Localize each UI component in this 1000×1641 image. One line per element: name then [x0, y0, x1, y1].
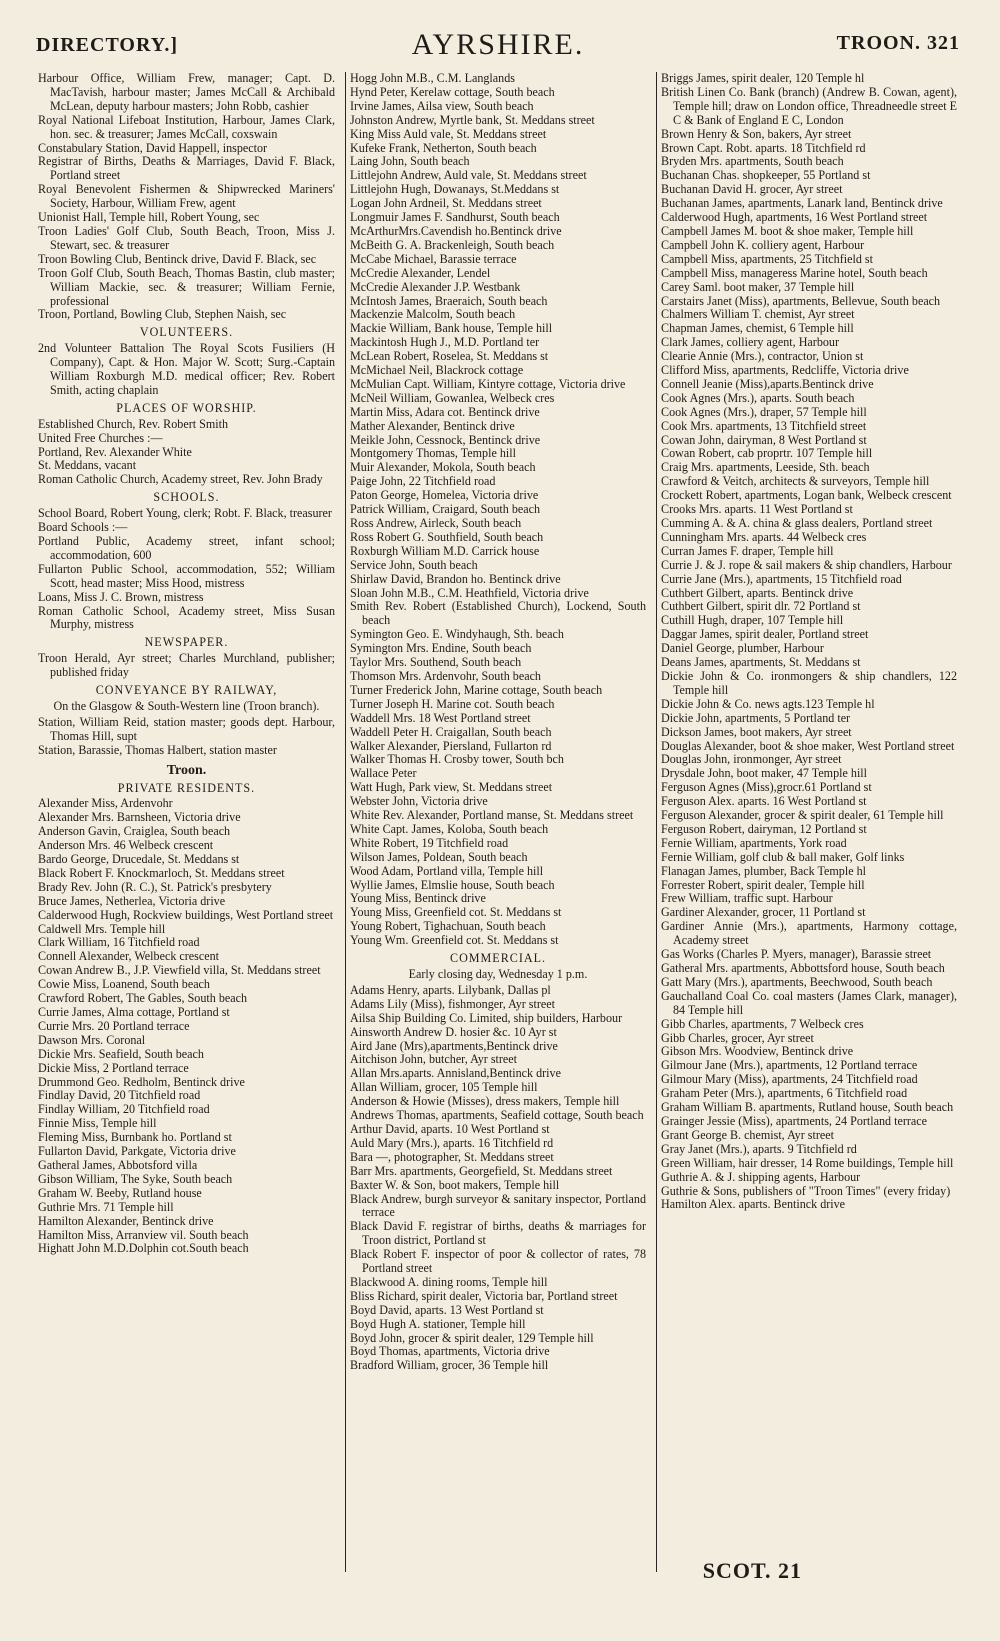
directory-entry: Black Robert F. inspector of poor & collector of rates, 78 Portland street [350, 1247, 646, 1276]
directory-entry: Currie Jane (Mrs.), apartments, 15 Titchfield road [661, 571, 902, 586]
directory-entry: McNeil William, Gowanlea, Welbeck cres [350, 390, 555, 405]
directory-entry: Watt Hugh, Park view, St. Meddans street [350, 780, 553, 795]
directory-entry: Guthrie & Sons, publishers of "Troon Times" (every friday) [661, 1183, 951, 1198]
section-subheading-commercial: Early closing day, Wednesday 1 p.m. [408, 967, 588, 981]
directory-entry: Crawford Robert, The Gables, South beach [38, 991, 248, 1006]
directory-entry: Cook Agnes (Mrs.), draper, 57 Temple hill [661, 404, 867, 419]
directory-entry: Buchanan James, apartments, Lanark land, Bentinck drive [661, 196, 943, 211]
directory-entry: Campbell James M. boot & shoe maker, Temple hill [661, 223, 914, 238]
header-town-page: TROON. 321 [836, 32, 960, 54]
directory-entry: Connell Alexander, Welbeck crescent [38, 949, 219, 964]
directory-entry: McIntosh James, Braeraich, South beach [350, 293, 548, 308]
directory-entry: Gibb Charles, apartments, 7 Welbeck cres [661, 1016, 864, 1031]
section-subheading-railway: On the Glasgow & South-Western line (Troon branch). [53, 698, 320, 713]
directory-entry: Waddell Mrs. 18 West Portland street [350, 710, 531, 725]
directory-entry: Cuthbert Gilbert, spirit dlr. 72 Portland st [661, 599, 861, 614]
directory-entry: Buchanan David H. grocer, Ayr street [661, 182, 843, 197]
directory-entry: Gatheral James, Abbotsford villa [38, 1157, 198, 1172]
directory-entry: Troon Bowling Club, Bentinck drive, David F. Black, sec [38, 251, 317, 266]
directory-entry: Paton George, Homelea, Victoria drive [350, 488, 539, 503]
directory-entry: Cowan Robert, cab proprtr. 107 Temple hill [661, 446, 873, 461]
directory-entry: Harbour Office, William Frew, manager; Capt. D. MacTavish, harbour master; James McCall & Archibald McLean, deputy harbour masters; John Robb, cashier [38, 72, 335, 113]
directory-entry: Aitchison John, butcher, Ayr street [350, 1052, 518, 1067]
directory-entry: Douglas Alexander, boot & shoe maker, West Portland street [661, 738, 955, 753]
directory-entry: Black David F. registrar of births, deaths & marriages for Troon district, Portland st [350, 1219, 646, 1248]
directory-entry: Clark James, colliery agent, Harbour [661, 335, 839, 350]
column-3 [656, 72, 961, 1572]
directory-entry: Sloan John M.B., C.M. Heathfield, Victoria drive [350, 585, 589, 600]
directory-entry: Grant George B. chemist, Ayr street [661, 1127, 834, 1142]
directory-entry: Baxter W. & Son, boot makers, Temple hill [350, 1177, 560, 1192]
directory-entry: Fullarton David, Parkgate, Victoria drive [38, 1144, 236, 1159]
directory-entry: Hynd Peter, Kerelaw cottage, South beach [350, 84, 555, 99]
directory-entry: Young Miss, Bentinck drive [350, 891, 486, 906]
directory-entry: Troon Golf Club, South Beach, Thomas Bastin, club master; William Mackie, sec. & treasurer; William Fernie, professional [38, 265, 335, 308]
directory-entry: Adams Lily (Miss), fishmonger, Ayr street [350, 996, 555, 1011]
directory-entry: Constabulary Station, David Happell, inspector [38, 140, 268, 155]
directory-entry: Boyd John, grocer & spirit dealer, 129 Temple hill [350, 1330, 594, 1345]
directory-entry: Campbell John K. colliery agent, Harbour [661, 237, 865, 252]
directory-entry: Findlay William, 20 Titchfield road [38, 1102, 210, 1117]
directory-entry: Longmuir James F. Sandhurst, South beach [350, 210, 560, 225]
directory-entry: Royal Benevolent Fishermen & Shipwrecked Mariners' Society, Harbour, William Frew, agent [38, 182, 335, 211]
directory-entry: Gas Works (Charles P. Myers, manager), Barassie street [661, 947, 932, 962]
directory-entry: Graham Peter (Mrs.), apartments, 6 Titchfield road [661, 1086, 908, 1101]
directory-entry: Anderson Mrs. 46 Welbeck crescent [38, 838, 214, 853]
directory-entry: Irvine James, Ailsa view, South beach [350, 98, 534, 113]
directory-entry: Alexander Mrs. Barnsheen, Victoria drive [38, 810, 241, 825]
directory-entry: Kufeke Frank, Netherton, South beach [350, 140, 537, 155]
directory-entry: Bryden Mrs. apartments, South beach [661, 154, 844, 169]
directory-entry: Cuthbert Gilbert, aparts. Bentinck drive [661, 585, 854, 600]
directory-entry: McCabe Michael, Barassie terrace [350, 251, 517, 266]
section-heading-worship: PLACES OF WORSHIP. [116, 400, 257, 415]
directory-entry: Cowan John, dairyman, 8 West Portland st [661, 432, 867, 447]
directory-entry: Portland Public, Academy street, infant school; accommodation, 600 [38, 534, 335, 562]
directory-entry: Dickie Mrs. Seafield, South beach [38, 1046, 204, 1061]
directory-entry: Ross Robert G. Southfield, South beach [350, 529, 544, 544]
directory-entry: Station, Barassie, Thomas Halbert, station master [38, 742, 277, 757]
directory-entry: Symington Mrs. Endine, South beach [350, 641, 532, 656]
directory-entry: Currie James, Alma cottage, Portland st [38, 1005, 230, 1019]
directory-entry: Boyd Thomas, apartments, Victoria drive [350, 1344, 550, 1359]
directory-entry: Flanagan James, plumber, Back Temple hl [661, 863, 866, 878]
directory-entry: Gilmour Mary (Miss), apartments, 24 Titchfield road [661, 1072, 918, 1087]
directory-entry: Young Robert, Tighachuan, South beach [350, 919, 546, 934]
directory-entry: McMulian Capt. William, Kintyre cottage, Victoria drive [350, 376, 626, 391]
section-heading-newspaper: NEWSPAPER. [144, 635, 229, 650]
directory-entry: Arthur David, aparts. 10 West Portland st [350, 1121, 550, 1136]
directory-entry: Alexander Miss, Ardenvohr [38, 796, 173, 811]
section-heading-volunteers: VOLUNTEERS. [139, 325, 234, 340]
directory-entry: Fernie William, apartments, York road [661, 835, 847, 850]
directory-entry: Caldwell Mrs. Temple hill [38, 921, 166, 936]
directory-entry: Brown Henry & Son, bakers, Ayr street [661, 126, 852, 141]
directory-entry: Hamilton Alex. aparts. Bentinck drive [661, 1197, 846, 1212]
directory-entry: Dickie Miss, 2 Portland terrace [38, 1060, 189, 1075]
directory-entry: Mackintosh Hugh J., M.D. Portland ter [350, 335, 540, 350]
directory-entry: Board Schools :— [38, 520, 128, 535]
directory-entry: Littlejohn Hugh, Dowanays, St.Meddans st [350, 182, 560, 197]
directory-entry: Ailsa Ship Building Co. Limited, ship builders, Harbour [350, 1010, 623, 1025]
directory-entry: Mackenzie Malcolm, South beach [350, 307, 516, 322]
directory-entry: Gibson Mrs. Woodview, Bentinck drive [661, 1044, 854, 1059]
directory-entry: Ferguson Alexander, grocer & spirit dealer, 61 Temple hill [661, 808, 944, 823]
directory-entry: Anderson Gavin, Craiglea, South beach [38, 824, 231, 839]
directory-entry: Wilson James, Poldean, South beach [350, 849, 528, 864]
directory-entry: Royal National Lifeboat Institution, Harbour, James Clark, hon. sec. & treasurer; James McCall, coxswain [38, 112, 335, 141]
directory-entry: Cunningham Mrs. aparts. 44 Welbeck cres [661, 529, 867, 544]
directory-entry: Patrick William, Craigard, South beach [350, 502, 541, 517]
directory-entry: Service John, South beach [350, 557, 478, 572]
directory-entry: Andrews Thomas, apartments, Seafield cottage, South beach [350, 1108, 644, 1123]
directory-entry: Allan William, grocer, 105 Temple hill [350, 1080, 538, 1095]
town-heading: Troon. [166, 762, 207, 778]
directory-entry: Bruce James, Netherlea, Victoria drive [38, 893, 226, 908]
directory-entry: Drummond Geo. Redholm, Bentinck drive [38, 1074, 245, 1089]
directory-entry: McCredie Alexander J.P. Westbank [350, 279, 521, 294]
directory-entry: Clearie Annie (Mrs.), contractor, Union st [661, 349, 864, 364]
section-heading-railway: CONVEYANCE BY RAILWAY, [95, 683, 278, 698]
directory-entry: Walker Alexander, Piersland, Fullarton rd [350, 738, 552, 753]
directory-entry: Troon, Portland, Bowling Club, Stephen Naish, sec [38, 307, 287, 322]
directory-entry: Gilmour Jane (Mrs.), apartments, 12 Portland terrace [661, 1058, 918, 1073]
directory-entry: Graham William B. apartments, Rutland house, South beach [661, 1100, 954, 1115]
directory-entry: King Miss Auld vale, St. Meddans street [350, 126, 547, 141]
directory-entry: Calderwood Hugh, Rockview buildings, West Portland street [38, 907, 334, 922]
directory-entry: Waddell Peter H. Craigallan, South beach [350, 724, 552, 739]
directory-entry: Dickie John & Co. news agts.123 Temple hl [661, 696, 875, 711]
directory-entry: Turner Frederick John, Marine cottage, South beach [350, 682, 603, 697]
directory-entry: St. Meddans, vacant [38, 458, 137, 473]
header-directory: DIRECTORY.] [36, 34, 178, 56]
directory-entry: McMichael Neil, Blackrock cottage [350, 363, 524, 378]
directory-entry: Registrar of Births, Deaths & Marriages, David F. Black, Portland street [38, 154, 335, 183]
directory-entry: Hamilton Alexander, Bentinck drive [38, 1213, 214, 1228]
directory-entry: White Robert, 19 Titchfield road [350, 835, 509, 850]
page-header [36, 26, 960, 66]
directory-entry: Clifford Miss, apartments, Redcliffe, Victoria drive [661, 363, 909, 378]
column-2 [345, 72, 650, 1572]
directory-entry: Ferguson Alex. aparts. 16 West Portland st [661, 794, 867, 809]
directory-entry: Finnie Miss, Temple hill [38, 1116, 157, 1131]
directory-entry: Gardiner Annie (Mrs.), apartments, Harmony cottage, Academy street [661, 919, 957, 948]
page-footer: SCOT. 21 [702, 1558, 802, 1583]
directory-entry: Hamilton Miss, Arranview vil. South beach [38, 1227, 249, 1242]
directory-entry: Young Miss, Greenfield cot. St. Meddans st [350, 905, 562, 920]
directory-entry: Paige John, 22 Titchfield road [350, 474, 496, 489]
directory-entry: Turner Joseph H. Marine cot. South beach [350, 696, 555, 711]
directory-entry: Gray Janet (Mrs.), aparts. 9 Titchfield rd [661, 1141, 857, 1156]
header-county: AYRSHIRE. [411, 28, 585, 61]
directory-entry: Boyd David, aparts. 13 West Portland st [350, 1302, 544, 1317]
directory-entry: Meikle John, Cessnock, Bentinck drive [350, 432, 541, 447]
directory-entry: Currie J. & J. rope & sail makers & ship chandlers, Harbour [661, 557, 952, 572]
directory-entry: Bradford William, grocer, 36 Temple hill [350, 1358, 549, 1373]
directory-entry: Bliss Richard, spirit dealer, Victoria bar, Portland street [350, 1288, 618, 1303]
directory-entry: Anderson & Howie (Misses), dress makers, Temple hill [350, 1094, 620, 1109]
directory-entry: Dawson Mrs. Coronal [38, 1032, 146, 1047]
directory-entry: School Board, Robert Young, clerk; Robt. F. Black, treasurer [38, 506, 332, 521]
directory-entry: Gatheral Mrs. apartments, Abbottsford house, South beach [661, 961, 945, 975]
directory-entry: Walker Thomas H. Crosby tower, South bch [350, 752, 564, 767]
directory-entry: Troon Ladies' Golf Club, South Beach, Troon, Miss J. Stewart, sec. & treasurer [38, 223, 335, 252]
directory-entry: Station, William Reid, station master; goods dept. Harbour, Thomas Hill, supt [38, 714, 335, 743]
directory-entry: Guthrie A. & J. shipping agents, Harbour [661, 1169, 861, 1184]
section-heading-private-residents: PRIVATE RESIDENTS. [117, 780, 256, 795]
directory-entry: Gibson William, The Syke, South beach [38, 1171, 233, 1186]
directory-entry: McBeith G. A. Brackenleigh, South beach [350, 237, 555, 252]
directory-entry: Douglas John, ironmonger, Ayr street [661, 752, 842, 767]
directory-entry: Aird Jane (Mrs),apartments,Bentinck drive [350, 1038, 558, 1053]
directory-entry: Muir Alexander, Mokola, South beach [350, 460, 536, 475]
directory-entry: Connell Jeanie (Miss),aparts.Bentinck drive [661, 376, 874, 391]
directory-entry: Drysdale John, boot maker, 47 Temple hill [661, 766, 868, 781]
directory-entry: Mackie William, Bank house, Temple hill [350, 321, 553, 336]
directory-entry: Gardiner Alexander, grocer, 11 Portland st [661, 905, 866, 920]
directory-entry: Roman Catholic School, Academy street, Miss Susan Murphy, mistress [38, 603, 335, 632]
directory-entry: Littlejohn Andrew, Auld vale, St. Meddans street [350, 168, 587, 183]
directory-entry: Auld Mary (Mrs.), aparts. 16 Titchfield rd [350, 1135, 554, 1150]
directory-entry: Chapman James, chemist, 6 Temple hill [661, 321, 854, 336]
directory-entry: Cuthill Hugh, draper, 107 Temple hill [661, 613, 844, 628]
directory-entry: Chalmers William T. chemist, Ayr street [661, 307, 855, 322]
directory-entry: Shirlaw David, Brandon ho. Bentinck drive [350, 571, 561, 586]
directory-entry: 2nd Volunteer Battalion The Royal Scots Fusiliers (H Company), Capt. & Hon. Major W. Scott; Surg.-Captain William Roxburgh M.D. medical officer; Rev. Robert Smith, acting chaplain [38, 341, 335, 397]
directory-entry: British Linen Co. Bank (branch) (Andrew B. Cowan, agent), Temple hill; draw on London office, Threadneedle street E C & Bank of England E C, London [661, 84, 957, 127]
directory-entry: Roman Catholic Church, Academy street, Rev. John Brady [38, 472, 323, 487]
directory-entry: Young Wm. Greenfield cot. St. Meddans st [350, 933, 559, 948]
directory-entry: Fernie William, golf club & ball maker, Golf links [661, 849, 905, 864]
directory-entry: Cook Mrs. apartments, 13 Titchfield street [661, 418, 867, 433]
directory-entry: Gauchalland Coal Co. coal masters (James Clark, manager), 84 Temple hill [661, 988, 957, 1017]
directory-entry: Daniel George, plumber, Harbour [661, 641, 824, 656]
directory-entry: Crooks Mrs. aparts. 11 West Portland st [661, 502, 853, 517]
directory-entry: Allan Mrs.aparts. Annisland,Bentinck drive [350, 1066, 561, 1081]
column-1 [34, 72, 339, 1572]
directory-entry: Green William, hair dresser, 14 Rome buildings, Temple hill [661, 1155, 954, 1170]
directory-entry: Ainsworth Andrew D. hosier &c. 10 Ayr st [350, 1024, 557, 1039]
section-heading-schools: SCHOOLS. [153, 490, 220, 505]
directory-entry: Guthrie Mrs. 71 Temple hill [38, 1199, 174, 1214]
directory-columns [34, 72, 968, 1572]
directory-entry: Unionist Hall, Temple hill, Robert Young, sec [38, 210, 260, 225]
directory-entry: Clark William, 16 Titchfield road [38, 935, 200, 950]
directory-entry: Grainger Jessie (Miss), apartments, 24 Portland terrace [661, 1113, 927, 1128]
directory-entry: Currie Mrs. 20 Portland terrace [38, 1018, 190, 1033]
section-heading-commercial: COMMERCIAL. [450, 951, 546, 966]
directory-entry: Bara —, photographer, St. Meddans street [350, 1149, 554, 1164]
directory-entry: Troon Herald, Ayr street; Charles Murchland, publisher; published friday [38, 651, 335, 680]
directory-entry: Mather Alexander, Bentinck drive [350, 418, 515, 433]
directory-entry: Cook Agnes (Mrs.), aparts. South beach [661, 390, 855, 405]
directory-entry: Brady Rev. John (R. C.), St. Patrick's presbytery [38, 879, 272, 894]
directory-entry: Loans, Miss J. C. Brown, mistress [38, 589, 204, 604]
directory-entry: White Rev. Alexander, Portland manse, St. Meddans street [350, 808, 634, 823]
directory-entry: Martin Miss, Adara cot. Bentinck drive [350, 404, 540, 419]
directory-entry: Cowie Miss, Loanend, South beach [38, 977, 210, 992]
directory-entry: Black Andrew, burgh surveyor & sanitary inspector, Portland terrace [350, 1191, 646, 1220]
directory-entry: Forrester Robert, spirit dealer, Temple hill [661, 877, 865, 892]
directory-entry: Dickson James, boot makers, Ayr street [661, 724, 852, 739]
directory-entry: United Free Churches :— [38, 430, 163, 445]
directory-entry: Carey Saml. boot maker, 37 Temple hill [661, 279, 855, 294]
directory-entry: Roxburgh William M.D. Carrick house [350, 543, 540, 558]
directory-entry: Crawford & Veitch, architects & surveyors, Temple hill [661, 474, 930, 489]
directory-entry: Ferguson Agnes (Miss),grocr.61 Portland st [661, 780, 872, 795]
directory-entry: McCredie Alexander, Lendel [350, 265, 491, 280]
directory-entry: Hogg John M.B., C.M. Langlands [350, 72, 515, 85]
directory-entry: Brown Capt. Robt. aparts. 18 Titchfield rd [661, 140, 866, 155]
directory-entry: Wyllie James, Elmslie house, South beach [350, 877, 555, 892]
directory-entry: Calderwood Hugh, apartments, 16 West Portland street [661, 210, 928, 225]
directory-entry: Graham W. Beeby, Rutland house [38, 1185, 202, 1200]
directory-entry: Highatt John M.D.Dolphin cot.South beach [38, 1241, 249, 1256]
directory-entry: Deans James, apartments, St. Meddans st [661, 655, 861, 670]
directory-entry: Gatt Mary (Mrs.), apartments, Beechwood, South beach [661, 974, 933, 989]
directory-entry: Bardo George, Drucedale, St. Meddans st [38, 852, 240, 867]
directory-entry: Wallace Peter [350, 766, 417, 781]
directory-entry: Taylor Mrs. Southend, South beach [350, 655, 522, 670]
directory-entry: Campbell Miss, apartments, 25 Titchfield st [661, 251, 873, 266]
directory-entry: Symington Geo. E. Windyhaugh, Sth. beach [350, 627, 564, 642]
directory-entry: Black Robert F. Knockmarloch, St. Meddans street [38, 865, 285, 880]
directory-entry: Ross Andrew, Airleck, South beach [350, 516, 522, 530]
directory-entry: White Capt. James, Koloba, South beach [350, 821, 549, 836]
directory-entry: Findlay David, 20 Titchfield road [38, 1088, 201, 1103]
directory-entry: Blackwood A. dining rooms, Temple hill [350, 1274, 548, 1289]
directory-entry: Craig Mrs. apartments, Leeside, Sth. beach [661, 460, 870, 475]
directory-entry: Daggar James, spirit dealer, Portland street [661, 627, 869, 642]
directory-entry: Ferguson Robert, dairyman, 12 Portland st [661, 821, 867, 836]
directory-entry: Carstairs Janet (Miss), apartments, Bellevue, South beach [661, 293, 941, 308]
directory-entry: Crockett Robert, apartments, Logan bank, Welbeck crescent [661, 488, 952, 503]
directory-entry: Dickie John & Co. ironmongers & ship chandlers, 122 Temple hill [661, 668, 957, 697]
directory-entry: Johnston Andrew, Myrtle bank, St. Meddans street [350, 112, 595, 127]
directory-entry: Smith Rev. Robert (Established Church), Lockend, South beach [350, 599, 646, 628]
directory-entry: Curran James F. draper, Temple hill [661, 543, 834, 558]
directory-entry: McLean Robert, Roselea, St. Meddans st [350, 349, 549, 364]
directory-entry: McArthurMrs.Cavendish ho.Bentinck drive [350, 223, 562, 238]
directory-entry: Cumming A. & A. china & glass dealers, Portland street [661, 516, 933, 530]
directory-entry: Thomson Mrs. Ardenvohr, South beach [350, 668, 541, 683]
directory-entry: Portland, Rev. Alexander White [38, 444, 192, 459]
directory-entry: Barr Mrs. apartments, Georgefield, St. Meddans street [350, 1163, 613, 1178]
directory-entry: Buchanan Chas. shopkeeper, 55 Portland st [661, 168, 871, 183]
directory-entry: Frew William, traffic supt. Harbour [661, 891, 833, 906]
directory-entry: Briggs James, spirit dealer, 120 Temple hl [661, 72, 865, 85]
directory-entry: Established Church, Rev. Robert Smith [38, 416, 229, 431]
directory-entry: Gibb Charles, grocer, Ayr street [661, 1030, 814, 1045]
directory-entry: Logan John Ardneil, St. Meddans street [350, 196, 542, 211]
directory-entry: Laing John, South beach [350, 154, 470, 169]
directory-entry: Fullarton Public School, accommodation, 552; William Scott, head master; Miss Hood, mistress [38, 561, 335, 590]
directory-entry: Cowan Andrew B., J.P. Viewfield villa, St. Meddans street [38, 963, 321, 978]
directory-entry: Dickie John, apartments, 5 Portland ter [661, 710, 851, 725]
directory-entry: Adams Henry, aparts. Lilybank, Dallas pl [350, 982, 551, 997]
directory-entry: Wood Adam, Portland villa, Temple hill [350, 863, 544, 878]
directory-entry: Campbell Miss, manageress Marine hotel, South beach [661, 265, 928, 280]
directory-entry: Boyd Hugh A. stationer, Temple hill [350, 1316, 526, 1331]
directory-entry: Montgomery Thomas, Temple hill [350, 446, 516, 461]
directory-entry: Webster John, Victoria drive [350, 794, 488, 809]
directory-entry: Fleming Miss, Burnbank ho. Portland st [38, 1130, 232, 1145]
